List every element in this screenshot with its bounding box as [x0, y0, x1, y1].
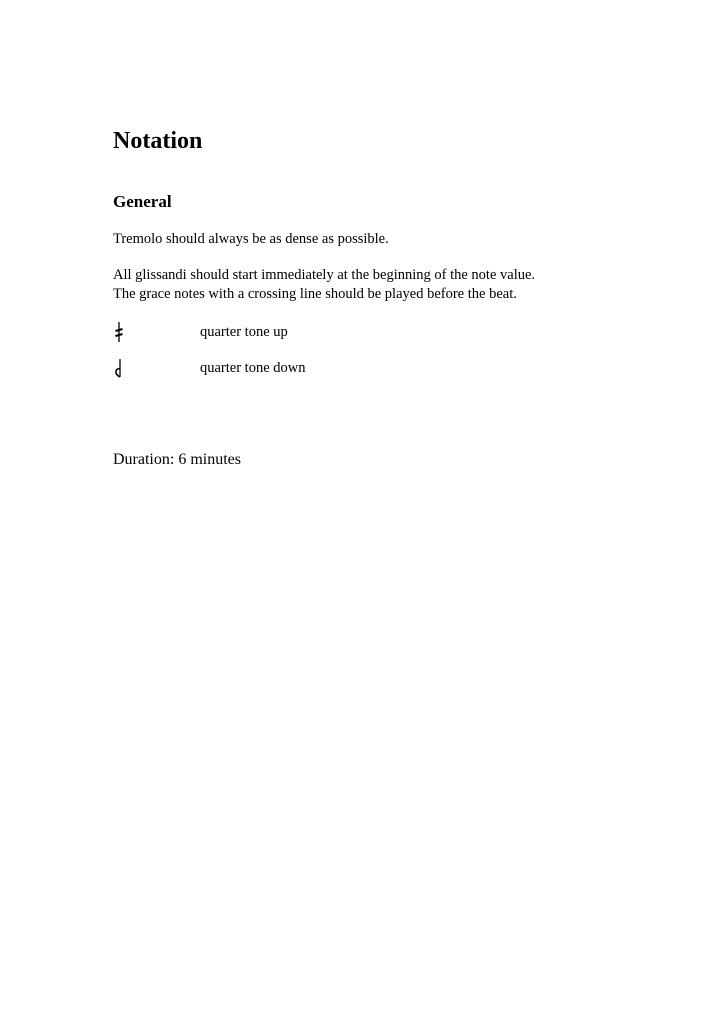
symbol-label: quarter tone down: [200, 360, 306, 376]
symbol-legend-quarter-tone-up: [113, 320, 513, 344]
quarter-flat-icon: [113, 356, 127, 380]
duration-text: Duration: 6 minutes: [113, 451, 241, 468]
section-heading-general: General: [113, 192, 172, 211]
quarter-sharp-icon: [113, 320, 127, 344]
tremolo-instruction: Tremolo should always be as dense as possible.: [113, 231, 389, 247]
grace-notes-instruction: The grace notes with a crossing line should be played before the beat.: [113, 286, 517, 302]
page-title: Notation: [113, 128, 203, 154]
symbol-legend-quarter-tone-down: [113, 356, 513, 380]
symbol-label: quarter tone up: [200, 324, 288, 340]
glissandi-instruction: All glissandi should start immediately at the beginning of the note value.: [113, 267, 536, 283]
glissandi-instructions: [113, 266, 535, 304]
